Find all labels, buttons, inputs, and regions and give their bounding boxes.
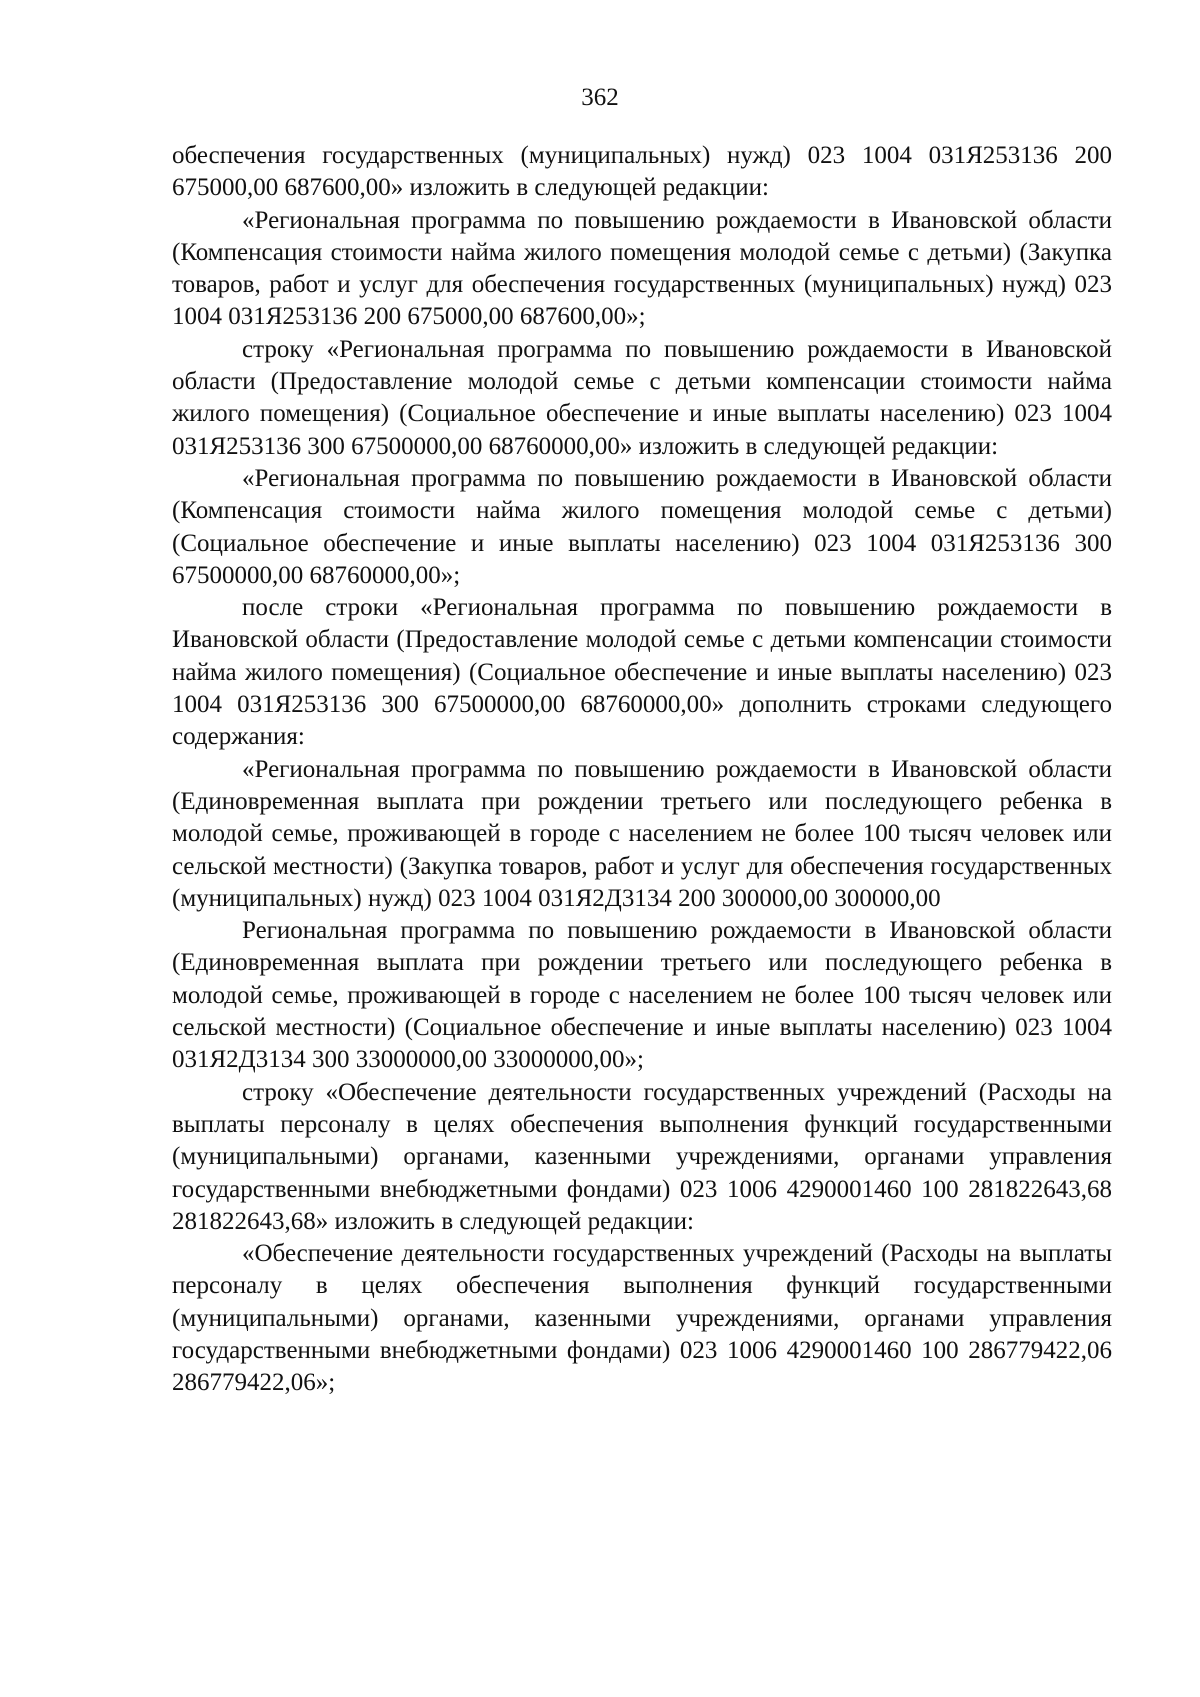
paragraph: после строки «Региональная программа по повышению рождаемости в Ивановской области (Предоставление молодой семье с детьми компенсации стоимости найма жилого помещения) (Социальное обеспечение и иные выплаты населению) 023 1004 031Я253136 300 67500000,00 68760000,00» дополнить строками следующего содержания: — [172, 594, 1112, 751]
paragraph: «Региональная программа по повышению рождаемости в Ивановской области (Компенсация стоимости найма жилого помещения молодой семье с детьми) (Социальное обеспечение и иные выплаты населению) 023 1004 031Я253136 300 67500000,00 68760000,00»; — [172, 464, 1112, 589]
paragraph: Региональная программа по повышению рождаемости в Ивановской области (Единовременная выплата при рождении третьего или последующего ребенка в молодой семье, проживающей в городе с населением не более 100 тысяч человек или сельской местности) (Социальное обеспечение и иные выплаты населению) 023 1004 031Я2Д3134 300 33000000,00 33000000,00»; — [172, 917, 1112, 1074]
document-body — [172, 140, 1112, 1400]
paragraph: строку «Обеспечение деятельности государственных учреждений (Расходы на выплаты персоналу в целях обеспечения выполнения функций государственными (муниципальными) органами, казенными учреждениями, органами управления государственными внебюджетными фондами) 023 1006 4290001460 100 281822643,68 281822643,68» изложить в следующей редакции: — [172, 1078, 1112, 1235]
page-number: 362 — [581, 84, 619, 111]
paragraph: «Обеспечение деятельности государственных учреждений (Расходы на выплаты персоналу в целях обеспечения выполнения функций государственными (муниципальными) органами, казенными учреждениями, органами управления государственными внебюджетными фондами) 023 1006 4290001460 100 286779422,06 286779422,06»; — [172, 1240, 1112, 1397]
paragraph: строку «Региональная программа по повышению рождаемости в Ивановской области (Предоставление молодой семье с детьми компенсации стоимости найма жилого помещения) (Социальное обеспечение и иные выплаты населению) 023 1004 031Я253136 300 67500000,00 68760000,00» изложить в следующей редакции: — [172, 335, 1112, 460]
paragraph: «Региональная программа по повышению рождаемости в Ивановской области (Компенсация стоимости найма жилого помещения молодой семье с детьми) (Закупка товаров, работ и услуг для обеспечения государственных (муниципальных) нужд) 023 1004 031Я253136 200 675000,00 687600,00»; — [172, 206, 1112, 331]
paragraph: обеспечения государственных (муниципальных) нужд) 023 1004 031Я253136 200 675000,00 687600,00» изложить в следующей редакции: — [172, 142, 1112, 202]
paragraph: «Региональная программа по повышению рождаемости в Ивановской области (Единовременная выплата при рождении третьего или последующего ребенка в молодой семье, проживающей в городе с населением не более 100 тысяч человек или сельской местности) (Закупка товаров, работ и услуг для обеспечения государственных (муниципальных) нужд) 023 1004 031Я2Д3134 200 300000,00 300000,00 — [172, 755, 1112, 912]
